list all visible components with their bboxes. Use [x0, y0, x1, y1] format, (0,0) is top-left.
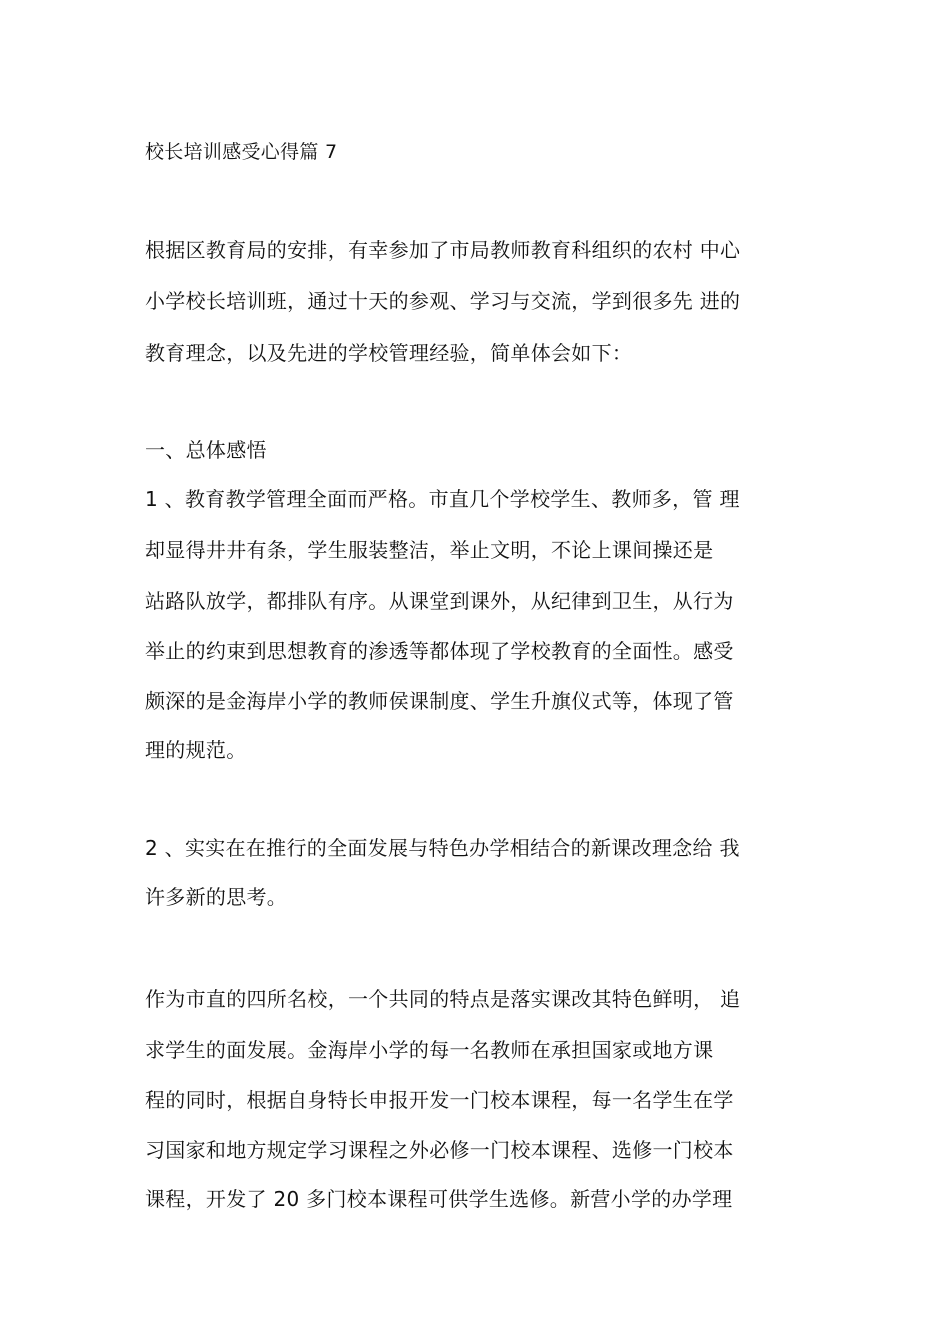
text-line: 作为市直的四所名校，一个共同的特点是落实课改其特色鲜明， 追: [145, 987, 741, 1011]
text-line: 习国家和地方规定学习课程之外必修一门校本课程、选修一门校本: [145, 1138, 734, 1162]
text-line: 小学校长培训班，通过十天的参观、学习与交流，学到很多先 进的: [145, 289, 741, 313]
text-line: 1 、教育教学管理全面而严格。市直几个学校学生、教师多，管 理: [145, 487, 740, 511]
text-line: 程的同时，根据自身特长申报开发一门校本课程，每一名学生在学: [145, 1088, 734, 1112]
text-line: 理的规范。: [145, 738, 247, 762]
document-title: 校长培训感受心得篇 7: [145, 141, 338, 163]
text-line: 课程，开发了 20 多门校本课程可供学生选修。新营小学的办学理: [145, 1187, 733, 1211]
text-line: 举止的约束到思想教育的渗透等都体现了学校教育的全面性。感受: [145, 639, 734, 663]
text-line: 却显得井井有条，学生服装整洁，举止文明，不论上课间操还是: [145, 538, 714, 562]
text-line: 教育理念，以及先进的学校管理经验，简单体会如下：: [145, 341, 633, 365]
section-heading: 一、总体感悟: [145, 438, 267, 462]
text-line: 许多新的思考。: [145, 885, 288, 909]
text-line: 求学生的面发展。金海岸小学的每一名教师在承担国家或地方课: [145, 1038, 714, 1062]
text-line: 站路队放学，都排队有序。从课堂到课外，从纪律到卫生，从行为: [145, 589, 734, 613]
text-line: 颇深的是金海岸小学的教师侯课制度、学生升旗仪式等，体现了管: [145, 689, 734, 713]
text-line: 根据区教育局的安排，有幸参加了市局教师教育科组织的农村 中心: [145, 238, 741, 262]
text-line: 2 、实实在在推行的全面发展与特色办学相结合的新课改理念给 我: [145, 836, 740, 860]
